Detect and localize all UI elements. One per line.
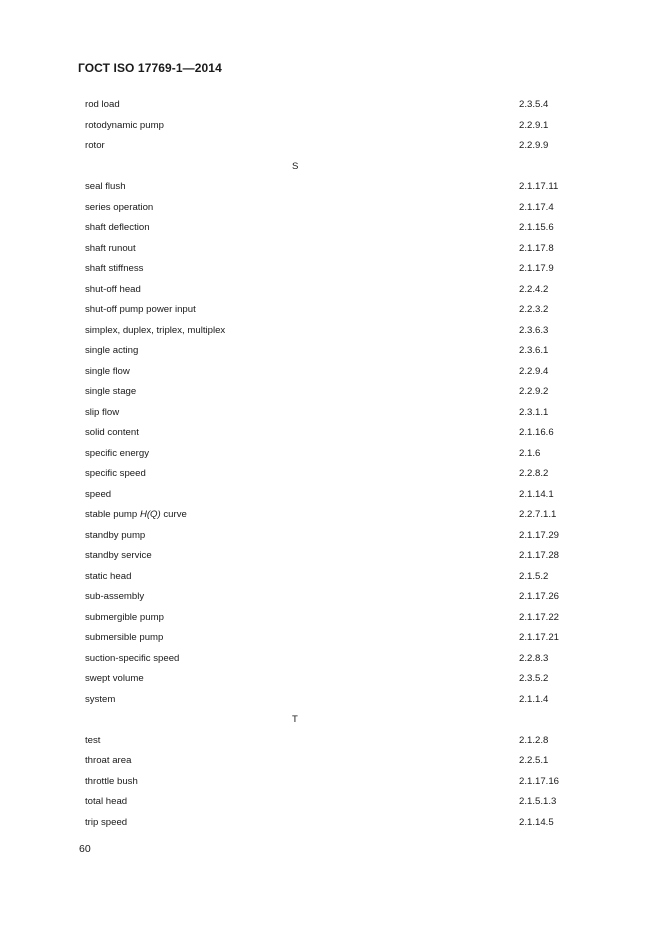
index-entry — [0, 218, 661, 239]
index-reference: 2.1.16.6 — [519, 427, 554, 438]
index-entry — [0, 116, 661, 137]
index-term: seal flush — [85, 181, 126, 192]
index-entry — [0, 567, 661, 588]
index-reference: 2.1.2.8 — [519, 734, 549, 746]
index-reference: 2.1.5.2 — [519, 570, 549, 582]
index-entry — [0, 300, 661, 321]
index-term-italic: H(Q) — [139, 509, 161, 520]
index-entry — [0, 649, 661, 670]
index-reference: 2.1.17.4 — [519, 201, 554, 213]
index-reference: 2.2.8.2 — [519, 468, 549, 479]
index-term: suction-specific speed — [85, 652, 180, 664]
index-reference: 2.3.5.2 — [519, 673, 549, 684]
index-entry — [0, 198, 661, 219]
index-term: swept volume — [85, 673, 144, 684]
page-number: 60 — [79, 843, 91, 855]
index-entry — [0, 444, 661, 465]
index-entry — [0, 751, 661, 772]
index-term: rotor — [85, 140, 105, 151]
index-reference: 2.3.1.1 — [519, 406, 549, 418]
index-entry — [0, 259, 661, 280]
index-entry — [0, 95, 661, 116]
document-header: ГОСТ ISO 17769-1—2014 — [78, 61, 222, 75]
index-reference: 2.1.17.11 — [519, 181, 559, 192]
index-entry — [0, 362, 661, 383]
index-term: specific speed — [85, 468, 146, 479]
alphabetical-index — [0, 95, 661, 833]
index-entry — [0, 464, 661, 485]
index-entry — [0, 423, 661, 444]
index-term-part: curve — [160, 509, 187, 520]
index-entry — [0, 772, 661, 793]
index-term: single stage — [85, 386, 137, 397]
index-term: rotodynamic pump — [85, 119, 164, 131]
index-term: test — [85, 734, 101, 746]
index-reference: 2.2.9.4 — [519, 365, 549, 377]
index-reference: 2.1.14.5 — [519, 816, 554, 828]
index-term: standby pump — [85, 529, 146, 541]
index-entry — [0, 792, 661, 813]
index-term: single flow — [85, 365, 130, 377]
index-entry — [0, 690, 661, 711]
index-term: slip flow — [85, 406, 120, 418]
index-reference: 2.2.9.9 — [519, 140, 549, 151]
index-term: shaft stiffness — [85, 263, 144, 274]
index-term-part: stable pump — [85, 509, 140, 520]
index-reference: 2.2.9.1 — [519, 119, 549, 131]
index-term: shut-off pump power input — [85, 304, 196, 315]
index-term: submersible pump — [85, 632, 164, 643]
index-entry — [0, 321, 661, 342]
index-entry — [0, 341, 661, 362]
index-entry — [0, 136, 661, 157]
index-entry — [0, 731, 661, 752]
index-entry — [0, 628, 661, 649]
index-reference: 2.1.17.28 — [519, 550, 560, 561]
index-reference: 2.2.4.2 — [519, 283, 549, 295]
index-term: shaft runout — [85, 242, 136, 254]
index-term: series operation — [85, 201, 154, 213]
index-reference: 2.2.7.1.1 — [519, 509, 557, 520]
index-reference: 2.2.5.1 — [519, 755, 549, 766]
index-term: simplex, duplex, triplex, multiplex — [85, 324, 226, 336]
index-reference: 2.3.5.4 — [519, 99, 549, 110]
letter-heading: T — [292, 714, 298, 725]
index-reference: 2.2.3.2 — [519, 304, 549, 315]
index-term: single acting — [85, 345, 139, 356]
index-term: throat area — [85, 755, 132, 766]
index-term: trip speed — [85, 816, 128, 828]
index-reference: 2.3.6.1 — [519, 345, 549, 356]
index-term: shut-off head — [85, 283, 141, 295]
index-reference: 2.1.1.4 — [519, 693, 549, 705]
index-term: solid content — [85, 427, 139, 438]
index-entry — [0, 382, 661, 403]
index-letter-heading — [0, 157, 661, 178]
letter-heading: S — [292, 160, 299, 172]
index-term: system — [85, 693, 116, 705]
index-term: shaft deflection — [85, 222, 150, 233]
index-reference: 2.1.17.9 — [519, 263, 554, 274]
index-term: rod load — [85, 99, 120, 110]
index-reference: 2.1.17.21 — [519, 632, 560, 643]
index-reference: 2.3.6.3 — [519, 324, 549, 336]
index-entry — [0, 813, 661, 834]
index-letter-heading — [0, 710, 661, 731]
index-term: standby service — [85, 550, 152, 561]
index-term: speed — [85, 488, 112, 500]
index-term: total head — [85, 796, 128, 807]
index-reference: 2.1.17.26 — [519, 591, 560, 602]
index-term: specific energy — [85, 447, 149, 459]
index-reference: 2.1.6 — [519, 447, 541, 459]
index-term: submergible pump — [85, 611, 164, 623]
index-term: sub-assembly — [85, 591, 145, 602]
index-entry — [0, 505, 661, 526]
index-entry — [0, 239, 661, 260]
index-entry — [0, 608, 661, 629]
index-reference: 2.1.17.16 — [519, 775, 560, 787]
index-reference: 2.2.8.3 — [519, 652, 549, 664]
index-entry — [0, 485, 661, 506]
index-entry — [0, 177, 661, 198]
index-entry — [0, 587, 661, 608]
index-reference: 2.1.17.29 — [519, 529, 560, 541]
index-term: static head — [85, 570, 132, 582]
index-term: throttle bush — [85, 775, 138, 787]
index-reference: 2.1.17.22 — [519, 611, 560, 623]
index-entry — [0, 546, 661, 567]
index-reference: 2.1.14.1 — [519, 488, 554, 500]
index-reference: 2.1.15.6 — [519, 222, 554, 233]
index-entry — [0, 669, 661, 690]
index-term — [85, 505, 187, 526]
index-entry — [0, 403, 661, 424]
index-reference: 2.1.17.8 — [519, 242, 554, 254]
index-reference: 2.1.5.1.3 — [519, 796, 557, 807]
index-reference: 2.2.9.2 — [519, 386, 549, 397]
index-entry — [0, 280, 661, 301]
index-entry — [0, 526, 661, 547]
